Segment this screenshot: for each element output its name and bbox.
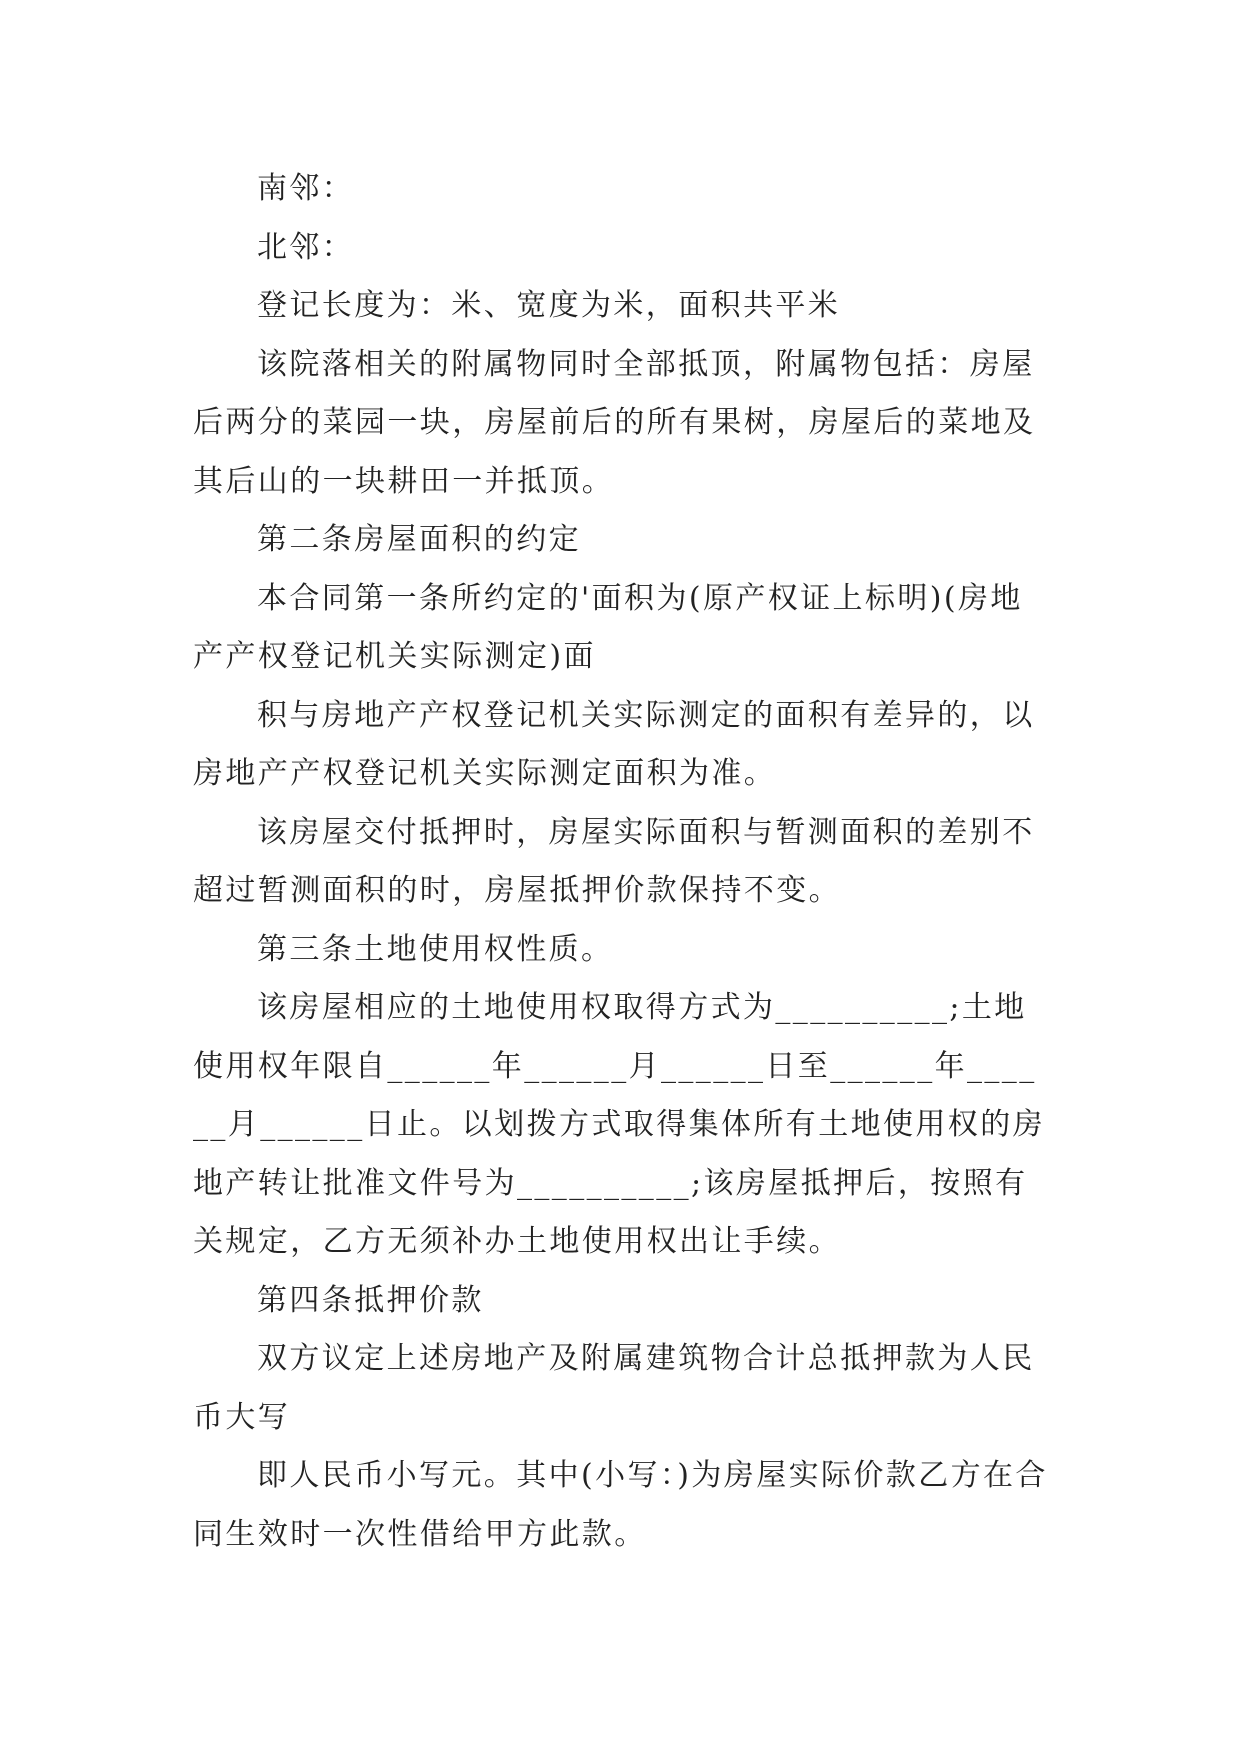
paragraph-south-neighbor: 南邻： xyxy=(257,171,355,206)
heading-article-4: 第四条抵押价款 xyxy=(257,1282,484,1318)
heading-article-3: 第三条土地使用权性质。 xyxy=(257,931,614,967)
heading-article-2: 第二条房屋面积的约定 xyxy=(257,522,581,557)
paragraph-price-unchanged: 该房屋交付抵押时，房屋实际面积与暂测面积的差别不超过暂测面积的时，房屋抵押价款保持不变。 xyxy=(193,814,1035,908)
paragraph-attachments: 该院落相关的附属物同时全部抵顶，附属物包括：房屋后两分的菜园一块，房屋前后的所有果树，房屋后的菜地及其后山的一块耕田一并抵顶。 xyxy=(193,346,1036,499)
paragraph-total-amount: 双方议定上述房地产及附属建筑物合计总抵押款为人民币大写 xyxy=(193,1341,1035,1435)
paragraph-registered-dimensions: 登记长度为：米、宽度为米，面积共平米 xyxy=(257,288,841,323)
paragraph-area-difference: 积与房地产产权登记机关实际测定的面积有差异的，以房地产产权登记机关实际测定面积为准。 xyxy=(193,697,1035,791)
paragraph-amount-lowercase: 即人民币小写元。其中(小写：)为房屋实际价款乙方在合同生效时一次性借给甲方此款。 xyxy=(193,1458,1048,1552)
paragraph-north-neighbor: 北邻： xyxy=(257,229,355,265)
document-body xyxy=(193,160,1048,1564)
paragraph-land-use-right: 该房屋相应的土地使用权取得方式为__________;土地使用权年限自______年______月______日至______年______月______日止。以划拨方式取得集体所有土地使用权的房地产转让批准文件号为__________;该房屋抵押后，按照有关规定，乙方无须补办土地使用权出让手续。 xyxy=(193,990,1045,1259)
paragraph-area-definition: 本合同第一条所约定的'面积为(原产权证上标明)(房地产产权登记机关实际测定)面 xyxy=(193,580,1023,674)
